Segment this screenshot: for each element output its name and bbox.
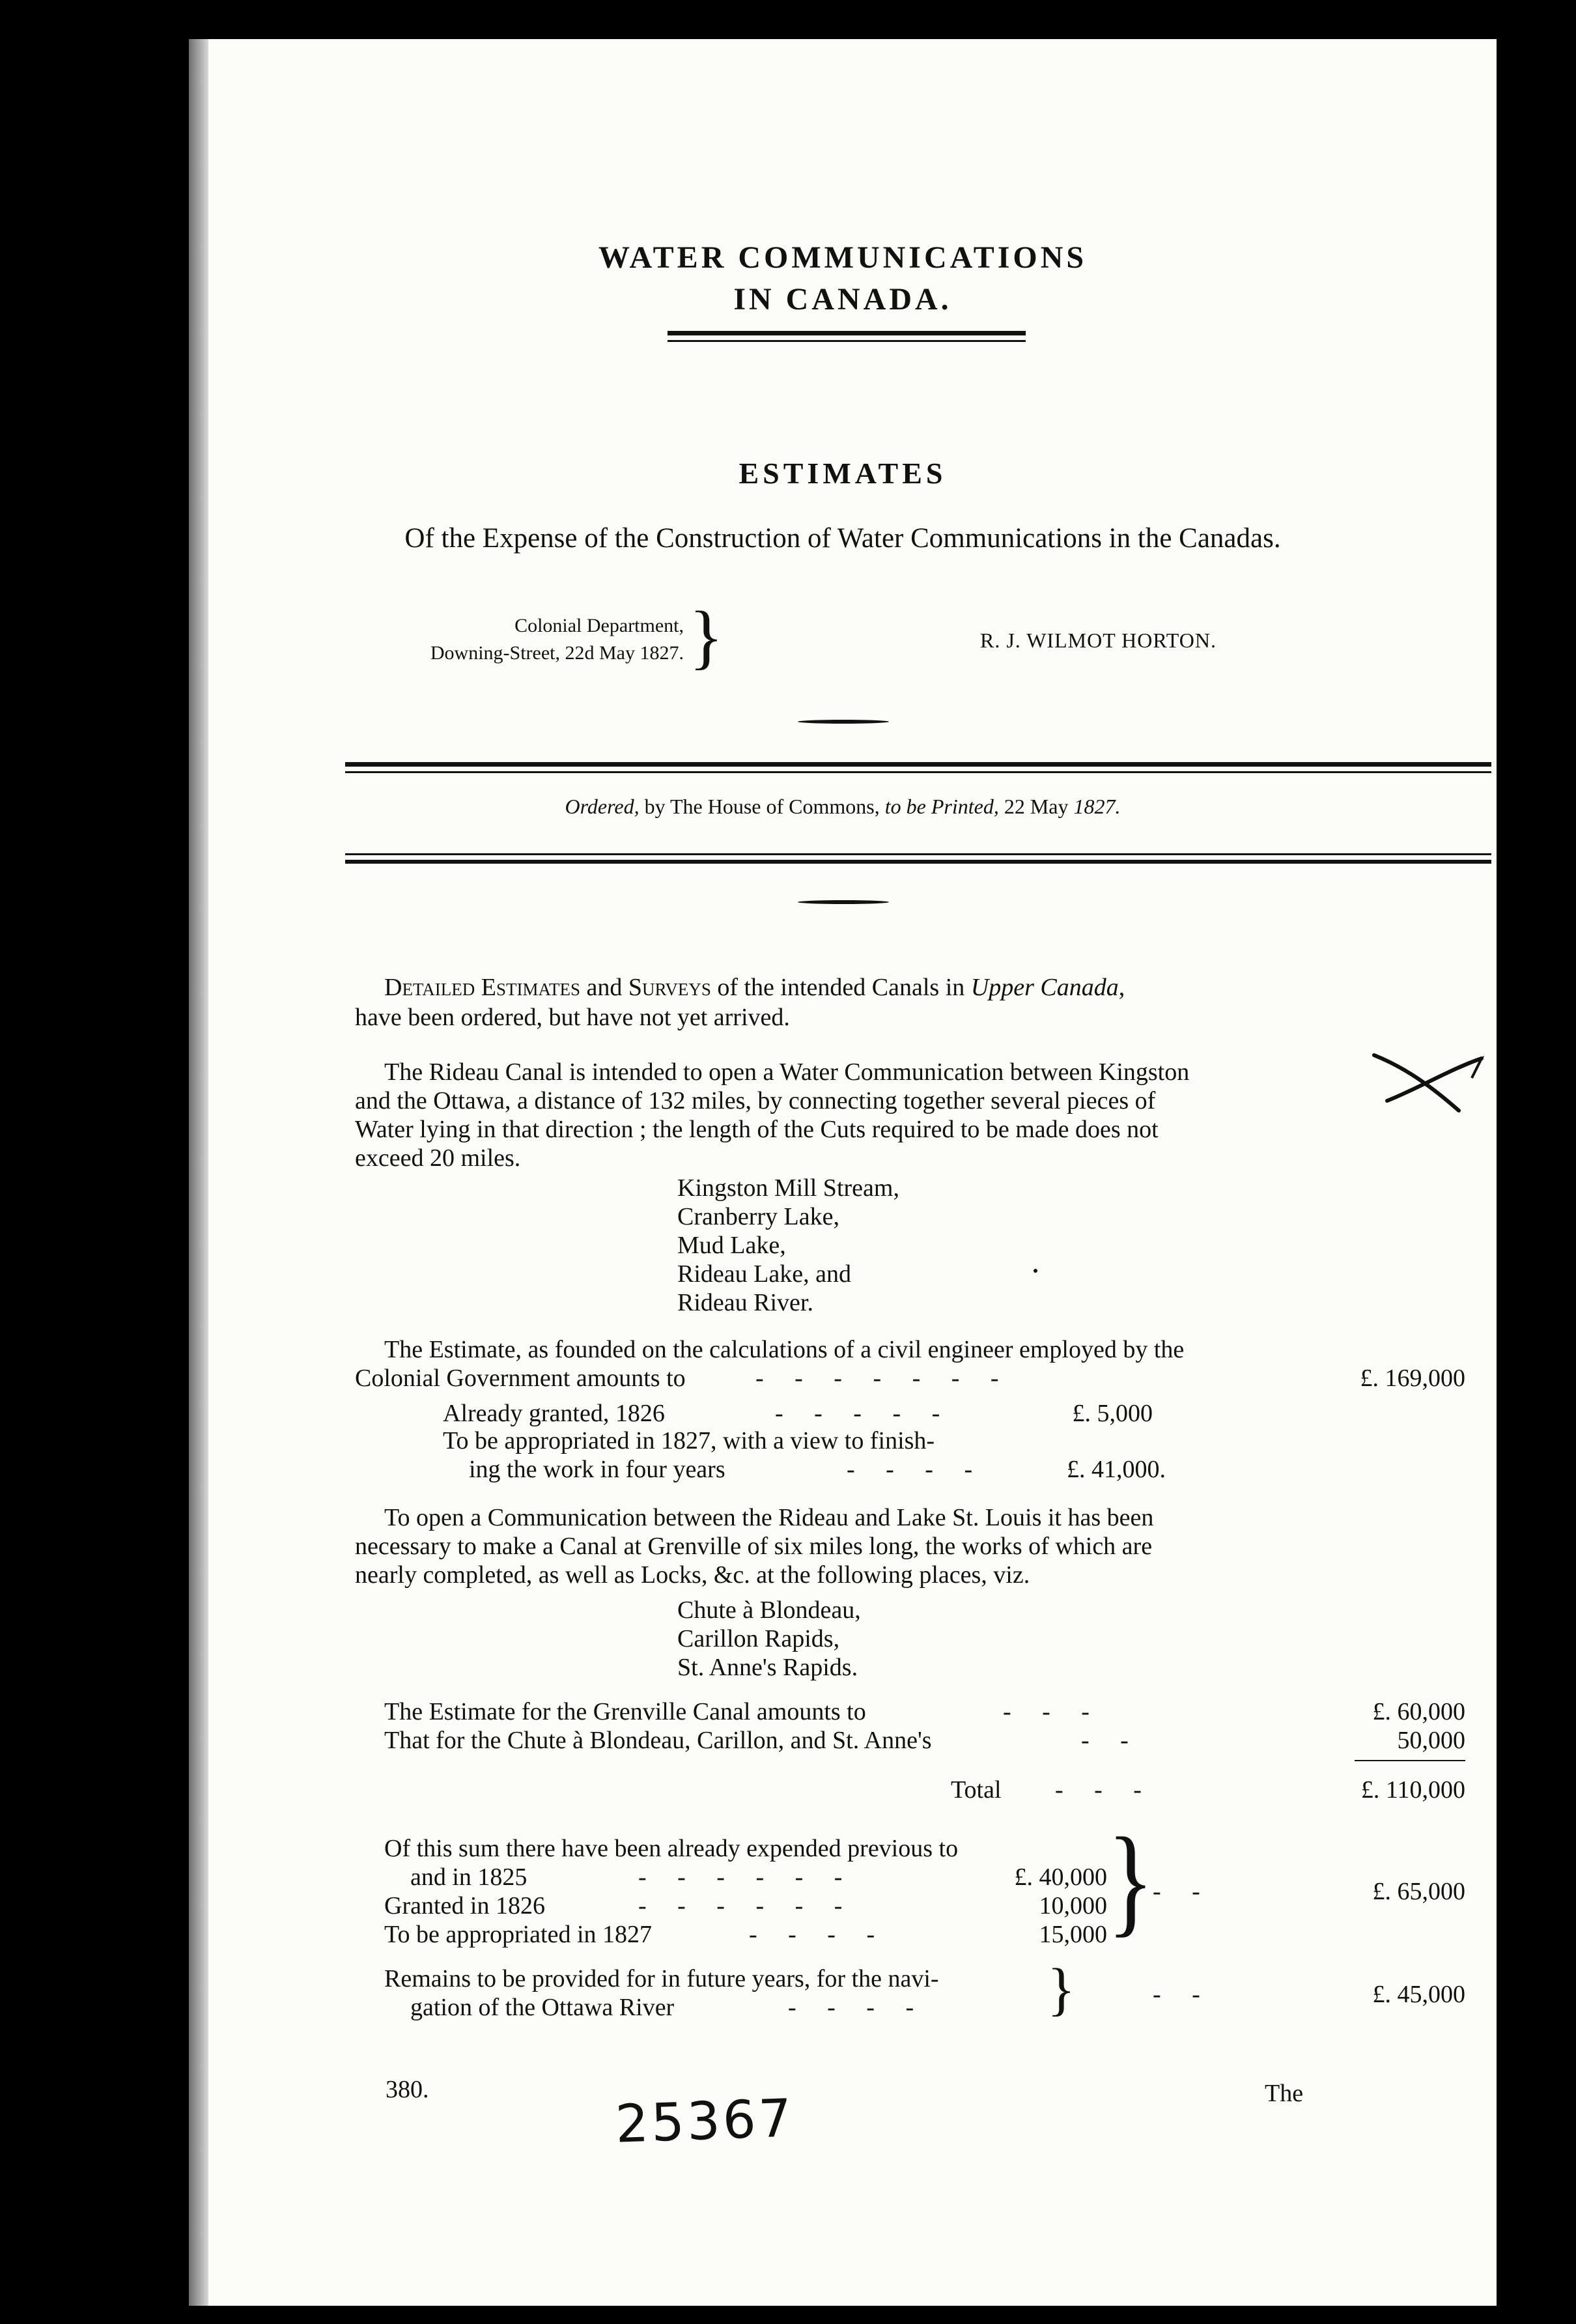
document-page bbox=[189, 39, 1497, 2306]
estimate1-granted-label: Already granted, 1826 bbox=[443, 1400, 665, 1427]
title-line-1: WATER COMMUNICATIONS bbox=[598, 240, 1088, 275]
estimate2-dots-2: - - bbox=[1081, 1727, 1129, 1754]
estimate2-line-2: That for the Chute à Blondeau, Carillon, and St. Anne's bbox=[384, 1727, 932, 1754]
expended-dots-3: - - - - bbox=[749, 1921, 875, 1948]
estimate1-approp-amount: £. 41,000. bbox=[1067, 1456, 1166, 1483]
remains-line-1: Remains to be provided for in future years, for the navi- bbox=[384, 1965, 939, 1992]
remains-dots: - - - - bbox=[788, 1994, 914, 2021]
rule-top-thin bbox=[345, 771, 1491, 773]
expended-granted-amount: 10,000 bbox=[1039, 1892, 1107, 1920]
expended-approp-label: To be appropriated in 1827 bbox=[384, 1921, 653, 1948]
rideau-place-3: Mud Lake, bbox=[677, 1232, 786, 1259]
rideau-line-3: Water lying in that direction ; the length of the Cuts required to be made does not bbox=[355, 1116, 1159, 1143]
title-line-2: IN CANADA. bbox=[733, 282, 952, 317]
grenville-line-1: To open a Communication between the Rideau and Lake St. Louis it has been bbox=[384, 1504, 1154, 1531]
grenville-line-2: necessary to make a Canal at Grenville of six miles long, the works of which are bbox=[355, 1533, 1153, 1560]
grenville-place-2: Carillon Rapids, bbox=[677, 1625, 840, 1652]
expended-line-2: and in 1825 bbox=[410, 1863, 528, 1891]
page-gutter-shadow bbox=[189, 39, 208, 2306]
rideau-place-2: Cranberry Lake, bbox=[677, 1203, 839, 1230]
estimate1-approp-label-2: ing the work in four years bbox=[469, 1456, 725, 1483]
estimates-heading: ESTIMATES bbox=[739, 457, 947, 490]
intro-upper-canada: Upper Canada bbox=[970, 974, 1119, 1001]
remains-line-2: gation of the Ottawa River bbox=[410, 1994, 675, 2021]
title-rule-thick bbox=[668, 331, 1026, 335]
rideau-place-5: Rideau River. bbox=[677, 1289, 813, 1316]
intro-detailed-estimates: Detailed Estimates bbox=[384, 974, 580, 1001]
expended-amount-1825: £. 40,000 bbox=[1014, 1863, 1107, 1891]
handwritten-catalog-number: 25367 bbox=[614, 2088, 796, 2155]
estimate1-granted-dots: - - - - - bbox=[775, 1400, 940, 1427]
rule-top-thick bbox=[345, 762, 1491, 767]
grenville-place-1: Chute à Blondeau, bbox=[677, 1596, 861, 1624]
margin-cross-mark-icon bbox=[1361, 1029, 1491, 1120]
estimate1-line-2: Colonial Government amounts to bbox=[355, 1365, 686, 1392]
signature-name: R. J. WILMOT HORTON. bbox=[980, 629, 1217, 652]
estimate1-line-1: The Estimate, as founded on the calculations of a civil engineer employed by the bbox=[384, 1336, 1185, 1363]
ordered-day: 22 May bbox=[1004, 795, 1069, 818]
rule-bottom-thick bbox=[345, 860, 1491, 864]
grenville-place-3: St. Anne's Rapids. bbox=[677, 1654, 858, 1681]
expended-brace: } bbox=[1107, 1813, 1154, 1948]
estimate2-line-1: The Estimate for the Grenville Canal amounts to bbox=[384, 1698, 866, 1725]
expended-approp-amount: 15,000 bbox=[1039, 1921, 1107, 1948]
rideau-line-1: The Rideau Canal is intended to open a Water Communication between Kingston bbox=[384, 1058, 1190, 1086]
estimate2-amount-2: 50,000 bbox=[1397, 1727, 1465, 1754]
rideau-place-4: Rideau Lake, and bbox=[677, 1260, 851, 1288]
estimate2-total-dots: - - - bbox=[1055, 1776, 1142, 1804]
intro-rest-1: of the intended Canals in bbox=[711, 974, 971, 1001]
rideau-place-1: Kingston Mill Stream, bbox=[677, 1174, 899, 1202]
ordered-year: 1827. bbox=[1068, 795, 1121, 818]
ordered-by: by bbox=[639, 795, 670, 818]
expended-dots-1: - - - - - - bbox=[638, 1863, 843, 1891]
ordered-word: Ordered, bbox=[565, 795, 640, 818]
estimate2-dots-1: - - - bbox=[1003, 1698, 1090, 1725]
subtitle: Of the Expense of the Construction of Water Communications in the Canadas. bbox=[404, 523, 1281, 554]
remains-amount: £. 45,000 bbox=[1372, 1981, 1465, 2008]
estimate2-sum-line bbox=[1355, 1760, 1465, 1761]
intro-surveys: Surveys bbox=[628, 974, 711, 1001]
expended-sum-dots: - - bbox=[1153, 1878, 1200, 1905]
rideau-line-2: and the Ottawa, a distance of 132 miles, by connecting together several pieces of bbox=[355, 1087, 1156, 1114]
expended-dots-2: - - - - - - bbox=[638, 1892, 843, 1920]
signature-brace: } bbox=[689, 597, 724, 676]
estimate2-total-amount: £. 110,000 bbox=[1360, 1776, 1465, 1804]
grenville-line-3: nearly completed, as well as Locks, &c. at the following places, viz. bbox=[355, 1561, 1030, 1589]
signature-street-date: Downing-Street, 22d May 1827. bbox=[430, 642, 684, 664]
expended-line-1: Of this sum there have been already expended previous to bbox=[384, 1835, 959, 1862]
ordered-line bbox=[189, 795, 1497, 819]
estimate2-total-label: Total bbox=[951, 1776, 1002, 1804]
ornament-divider-1 bbox=[798, 720, 889, 724]
signature-dept: Colonial Department, bbox=[514, 615, 684, 636]
estimate1-amount: £. 169,000 bbox=[1360, 1365, 1465, 1392]
estimate1-granted-amount: £. 5,000 bbox=[1072, 1400, 1153, 1427]
title-rule-thin bbox=[668, 340, 1026, 342]
expended-granted-label: Granted in 1826 bbox=[384, 1892, 545, 1920]
intro-paragraph bbox=[384, 973, 1491, 1002]
estimate2-amount-1: £. 60,000 bbox=[1372, 1698, 1465, 1725]
remains-sum-dots: - - bbox=[1153, 1981, 1200, 2008]
expended-sum-amount: £. 65,000 bbox=[1372, 1878, 1465, 1905]
rideau-line-4: exceed 20 miles. bbox=[355, 1144, 521, 1172]
catchword: The bbox=[1265, 2080, 1304, 2107]
rule-bottom-thin bbox=[345, 853, 1491, 855]
estimate1-approp-dots: - - - - bbox=[847, 1456, 973, 1483]
stray-dot bbox=[1034, 1269, 1037, 1273]
remains-brace: } bbox=[1047, 1957, 1076, 2022]
page-number: 380. bbox=[386, 2076, 429, 2103]
estimate1-dots: - - - - - - - bbox=[755, 1365, 999, 1392]
ornament-divider-2 bbox=[798, 900, 889, 904]
intro-rest-2: , bbox=[1118, 974, 1125, 1001]
intro-line-2: have been ordered, but have not yet arrived. bbox=[355, 1004, 790, 1031]
ordered-house: The House of Commons, bbox=[669, 795, 880, 818]
intro-and: and bbox=[580, 974, 628, 1001]
ordered-printed: to be Printed, bbox=[879, 795, 1004, 818]
estimate1-approp-label-1: To be appropriated in 1827, with a view to finish- bbox=[443, 1427, 935, 1454]
